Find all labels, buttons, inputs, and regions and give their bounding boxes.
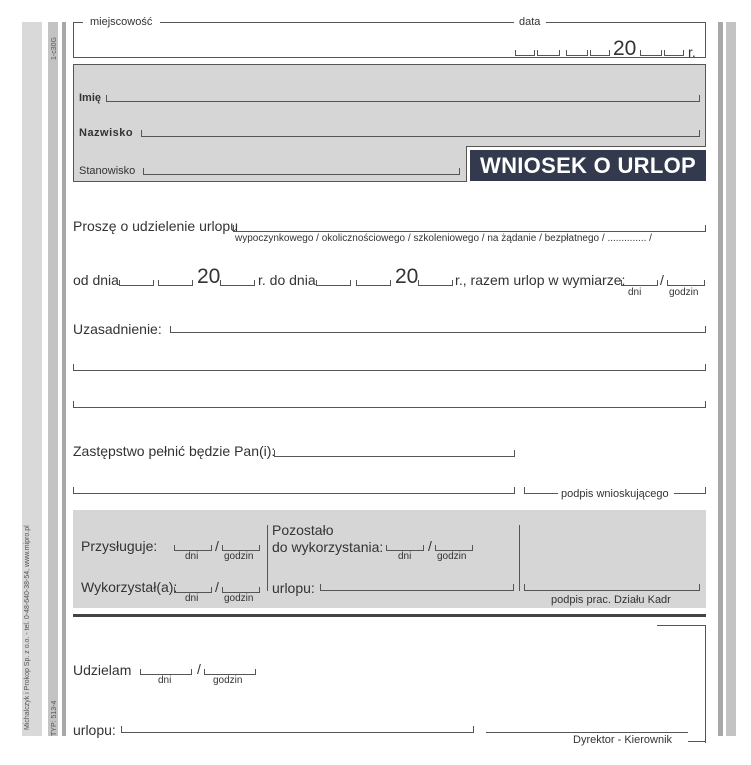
od-dnia-label: od dnia	[73, 272, 119, 288]
zastepstwo-field-2[interactable]	[73, 487, 515, 494]
do-year-prefix: 20	[395, 265, 419, 288]
pozostalo-label-2: do wykorzystania:	[272, 539, 384, 555]
zastepstwo-label: Zastępstwo pełnić będzie Pan(i):	[73, 443, 276, 459]
podpis-wnioskujacego: podpis wnioskującego	[561, 488, 669, 500]
przyslugje-godzin-caption: godzin	[224, 551, 254, 562]
right-margin-stripe-2	[726, 22, 736, 736]
form-title: WNIOSEK O URLOP	[470, 150, 706, 181]
date-month-field-2[interactable]	[590, 50, 610, 56]
wykorzystal-slash: /	[215, 579, 219, 595]
left-margin-stripe	[48, 22, 58, 736]
director-signature-line	[486, 732, 688, 733]
hr-urlopu-field[interactable]	[320, 584, 514, 591]
imie-label: Imię	[79, 92, 102, 104]
margin-typ: TYP: 513-4	[51, 700, 58, 736]
zastepstwo-field[interactable]	[274, 450, 515, 457]
przyslugje-slash: /	[215, 538, 219, 554]
przyslugje-label: Przysługuje:	[81, 538, 158, 554]
od-year-field[interactable]	[220, 280, 255, 286]
pozostalo-dni-caption: dni	[398, 551, 412, 562]
od-month-field[interactable]	[158, 280, 193, 286]
margin-publisher: Michalczyk i Prokop Sp. z o.o. - tel. 0-48-640-38-54, www.mipro.pl	[24, 525, 31, 730]
hr-divider-2	[519, 525, 520, 591]
uzasadnienie-field-2[interactable]	[73, 364, 706, 371]
stanowisko-label: Stanowisko	[79, 165, 136, 177]
nazwisko-label: Nazwisko	[79, 127, 134, 139]
data-label: data	[516, 17, 543, 28]
wymiar-dni-caption: dni	[628, 287, 642, 298]
wykorzystal-label: Wykorzystał(a):	[81, 579, 178, 595]
margin-code: 1-c30G	[51, 37, 58, 60]
urlop-type-field[interactable]	[233, 225, 706, 232]
date-day-field[interactable]	[515, 50, 535, 56]
grant-urlopu-field[interactable]	[121, 726, 474, 733]
pozostalo-slash: /	[428, 538, 432, 554]
director-box	[657, 625, 706, 743]
do-month-field[interactable]	[356, 280, 391, 286]
date-year-field-2[interactable]	[664, 50, 684, 56]
uzasadnienie-label: Uzasadnienie:	[73, 321, 162, 337]
podpis-kadr: podpis prac. Działu Kadr	[551, 594, 671, 606]
do-day-field[interactable]	[316, 280, 351, 286]
od-day-field[interactable]	[119, 280, 154, 286]
date-day-field-2[interactable]	[537, 50, 560, 56]
uzasadnienie-field-3[interactable]	[73, 401, 706, 408]
urlop-types: wypoczynkowego / okolicznościowego / szkoleniowego / na żądanie / bezpłatnego / .............. /	[235, 233, 652, 244]
right-margin-stripe	[718, 22, 723, 736]
signature-line	[524, 493, 558, 494]
razem-label: r., razem urlop w wymiarze:	[455, 272, 626, 288]
hr-divider-1	[267, 525, 268, 591]
wymiar-godzin-field[interactable]	[667, 280, 705, 286]
pozostalo-label-1: Pozostało	[272, 522, 334, 538]
left-margin-stripe-2	[62, 22, 66, 736]
header-box	[73, 22, 706, 58]
kadr-signature-field[interactable]	[524, 584, 700, 591]
udzielam-label: Udzielam	[73, 662, 132, 678]
przyslugje-dni-caption: dni	[185, 551, 199, 562]
wymiar-dni-field[interactable]	[621, 280, 658, 286]
udzielam-godzin-caption: godzin	[213, 675, 243, 686]
grant-urlopu-label: urlopu:	[73, 722, 116, 738]
wymiar-slash: /	[660, 272, 664, 288]
pozostalo-godzin-caption: godzin	[437, 551, 467, 562]
miejscowosc-label: miejscowość	[87, 17, 155, 28]
dyrektor-label: Dyrektor - Kierownik	[573, 734, 673, 746]
do-dnia-label: r. do dnia	[258, 272, 316, 288]
date-year-suffix: r.	[688, 44, 696, 60]
stanowisko-field[interactable]	[143, 168, 460, 175]
date-year-field[interactable]	[640, 50, 662, 56]
imie-field[interactable]	[106, 95, 700, 102]
nazwisko-field[interactable]	[141, 130, 700, 137]
udzielam-dni-caption: dni	[158, 675, 172, 686]
od-year-prefix: 20	[197, 265, 221, 288]
do-year-field[interactable]	[418, 280, 453, 286]
wymiar-godzin-caption: godzin	[669, 287, 699, 298]
wykorzystal-godzin-caption: godzin	[224, 593, 254, 604]
udzielam-slash: /	[197, 661, 201, 677]
section-separator	[73, 614, 706, 617]
uzasadnienie-field-1[interactable]	[170, 326, 706, 333]
date-year-prefix: 20	[613, 37, 637, 60]
wykorzystal-dni-caption: dni	[185, 593, 199, 604]
hr-urlopu-label: urlopu:	[272, 580, 315, 596]
prosze-label: Proszę o udzielenie urlopu	[73, 218, 238, 234]
date-month-field[interactable]	[566, 50, 588, 56]
